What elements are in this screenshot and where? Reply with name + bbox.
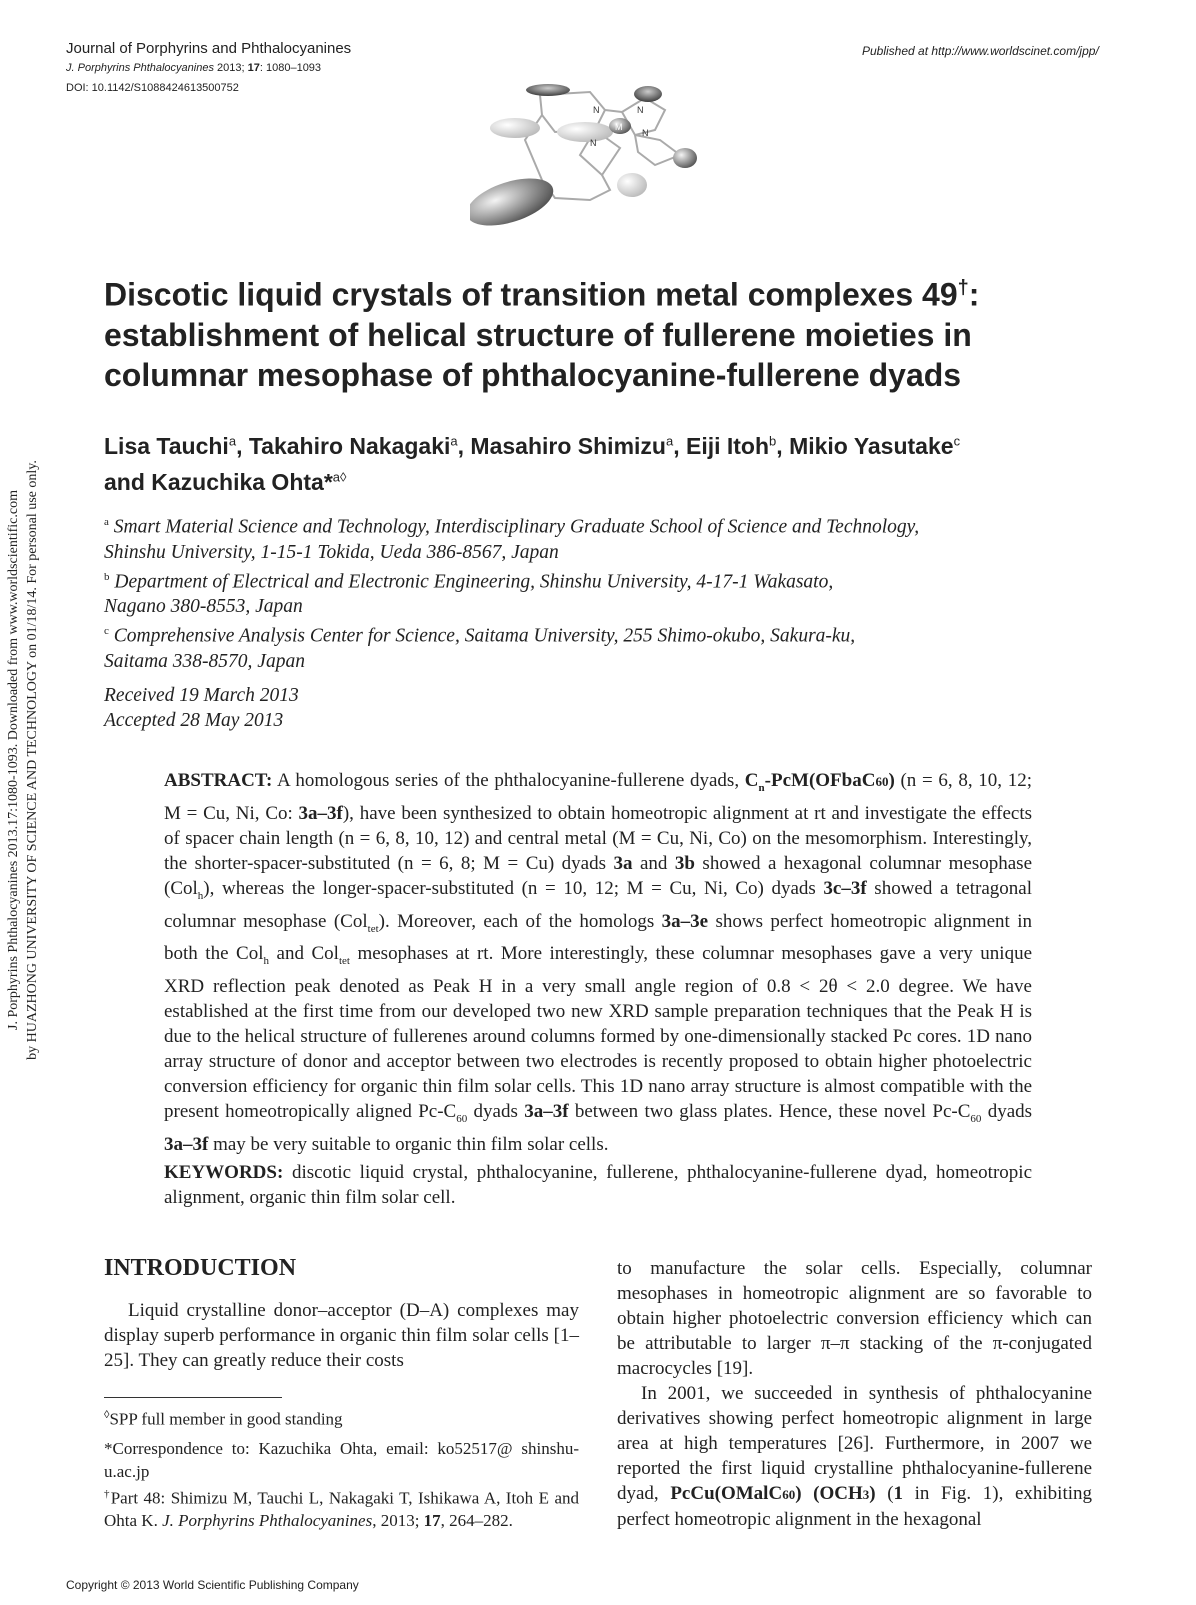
download-side-note	[4, 380, 42, 1140]
copyright: Copyright © 2013 World Scientific Publishing Company	[66, 1578, 359, 1592]
side-note-line: by HUAZHONG UNIVERSITY OF SCIENCE AND TECHNOLOGY on 01/18/14. For personal use only.	[25, 460, 40, 1060]
logo-ellipse	[526, 84, 570, 96]
logo-atom-label: N	[637, 105, 644, 115]
abstract: ABSTRACT: A homologous series of the phthalocyanine-fullerene dyads, $C_n-PcM(OFbaC60) (n = 6$, 8, 10, 12; M = Cu, Ni, Co: 3a–3f), have been synthesized to obtain homeotropic alignment at rt and investigate the effects of spacer chain length (n = 6, 8, 10, 12) and central metal (M = Cu, Ni, Co) on the mesomorphism. Interestingly, the shorter-spacer-substituted (n = 6, 8; M = Cu) dyads 3a and 3b showed a hexagonal columnar mesophase (Col$_h$), whereas the longer-spacer-substituted (n = 10, 12; M = Cu, Ni, Co) dyads 3c–3f showed a tetragonal columnar mesophase (Col$_{tet}$). Moreover, each of the homologs 3a–3e shows perfect homeotropic alignment in both the Col$_h$ and Col$_{tet}$ mesophases at rt. More interestingly, these columnar mesophases gave a very unique XRD reflection peak denoted as Peak H in a very small angle region of 0.8 < 2θ < 2.0 degree. We have established at the first time from our developed two new XRD sample preparation techniques that the Peak H is due to the helical structure of fullerenes around columns formed by one-dimensionally stacked Pc cores. 1D nano array structure of donor and acceptor between two electrodes is recently proposed to obtain higher photoelectric conversion efficiency for organic thin film solar cells. This 1D nano array structure is almost compatible with the present homeotropically aligned $Pc-C_{60}$ dyads 3a–3f between two glass plates. Hence, these novel $Pc-C_{60}$ dyads 3a–3f may be very suitable to organic thin film solar cells.	[164, 770, 1033, 1155]
published-link[interactable]: Published at http://www.worldscinet.com/jpp/	[862, 44, 1099, 58]
keywords-label: KEYWORDS:	[164, 1162, 284, 1183]
footnote-part: †Part 48: Shimizu M, Tauchi L, Nakagaki T, Ishikawa A, Itoh E and Ohta K. J. Porphyrins Phthalocyanines, 2013; 17, 264–282.	[104, 1487, 580, 1531]
dates	[104, 683, 299, 733]
compound-name: $C_n-PcM(OFbaC60)$	[744, 770, 895, 794]
author: Lisa Tauchi$^a$,	[104, 432, 249, 459]
citation-journal: J. Porphyrins Phthalocyanines	[66, 62, 214, 74]
section-heading-introduction: INTRODUCTION	[104, 1255, 297, 1281]
keywords: KEYWORDS: discotic liquid crystal, phthalocyanine, fullerene, phthalocyanine-fullerene dyad, homeotropic alignment, organic thin film solar cell.	[164, 1162, 1032, 1208]
logo-atom-label: N	[642, 128, 649, 138]
title-line: establishment of helical structure of fullerene moieties in	[104, 316, 972, 353]
side-note-line: J. Porphyrins Phthalocyanines 2013.17:1080-1093. Downloaded from www.worldscientific.com	[6, 490, 21, 1030]
intro-column-left	[104, 1298, 579, 1373]
title-dagger: †	[957, 277, 969, 299]
title-line: :	[968, 276, 980, 313]
footnote-spp: ◊SPP full member in good standing	[104, 1409, 343, 1429]
affiliations	[104, 510, 1064, 674]
accepted-date: Accepted 28 May 2013	[104, 710, 284, 731]
logo-atom-label: M	[615, 122, 623, 132]
affiliation: $^c$ Comprehensive Analysis Center for Science, Saitama University, 255 Shimo-okubo, Sakura-ku, Saitama 338-8570, Japan	[104, 625, 856, 672]
doi: DOI: 10.1142/S1088424613500752	[66, 82, 239, 94]
author: Mikio Yasutake$^c$	[789, 432, 961, 459]
intro-column-right	[617, 1256, 1092, 1532]
title-line: Discotic liquid crystals of transition metal complexes 49	[104, 276, 958, 313]
logo-ellipse	[557, 122, 613, 142]
author: Takahiro Nakagaki$^a$,	[248, 432, 471, 459]
footnote-rule	[104, 1397, 282, 1398]
logo-ellipse	[673, 148, 697, 168]
abstract-label: ABSTRACT:	[164, 770, 273, 791]
author: Masahiro Shimizu$^a$,	[470, 432, 686, 459]
journal-name: Journal of Porphyrins and Phthalocyanines	[66, 40, 352, 57]
received-date: Received 19 March 2013	[104, 685, 299, 706]
paragraph: In 2001, we succeeded in synthesis of phthalocyanine derivatives showing perfect homeotropic alignment in large area at high temperatures [26]. Furthermore, in 2007 we reported the first liquid crystalline phthalocyanine-fullerene dyad, PcCu(OMalC60) (OCH3) (1 in Fig. 1), exhibiting perfect homeotropic alignment in the hexagonal	[617, 1383, 1093, 1530]
author: and Kazuchika Ohta*$^{a◊}$	[104, 469, 347, 496]
logo-ellipse	[634, 86, 662, 102]
title-line: columnar mesophase of phthalocyanine-fullerene dyads	[104, 356, 962, 393]
author: Eiji Itoh$^b$,	[685, 432, 790, 459]
journal-citation	[66, 62, 321, 74]
logo-ellipse	[617, 173, 647, 197]
paper-title	[104, 268, 1064, 395]
journal-logo	[470, 80, 730, 235]
logo-atom-label: N	[590, 138, 597, 148]
affiliation: $^a$ Smart Material Science and Technology, Interdisciplinary Graduate School of Science and Technology, Shinshu University, 1-15-1 Tokida, Ueda 386-8567, Japan	[104, 516, 920, 563]
logo-atom-label: N	[593, 105, 600, 115]
footnote-correspondence: *Correspondence to: Kazuchika Ohta, email: ko52517@ shinshu-u.ac.jp	[104, 1438, 579, 1481]
logo-ellipse	[470, 169, 559, 235]
footnotes	[104, 1404, 579, 1538]
author-list	[104, 425, 1064, 498]
citation-pages: : 1080–1093	[259, 62, 322, 74]
logo-ellipse	[490, 118, 540, 138]
affiliation: $^b$ Department of Electrical and Electronic Engineering, Shinshu University, 4-17-1 Wakasato, Nagano 380-8553, Japan	[104, 570, 834, 617]
paragraph: to manufacture the solar cells. Especially, columnar mesophases in homeotropic alignment are so favorable to obtain higher photoelectric conversion efficiency which can be attributable to larger π–π stacking of the π-conjugated macrocycles [19].	[617, 1258, 1092, 1379]
compound-name: PcCu(OMalC60) (OCH3)	[670, 1483, 876, 1504]
paragraph: Liquid crystalline donor–acceptor (D–A) complexes may display superb performance in organic thin film solar cells [1–25]. They can greatly reduce their costs	[104, 1300, 579, 1371]
citation-year: 2013;	[217, 62, 245, 74]
citation-volume: 17	[247, 62, 260, 74]
